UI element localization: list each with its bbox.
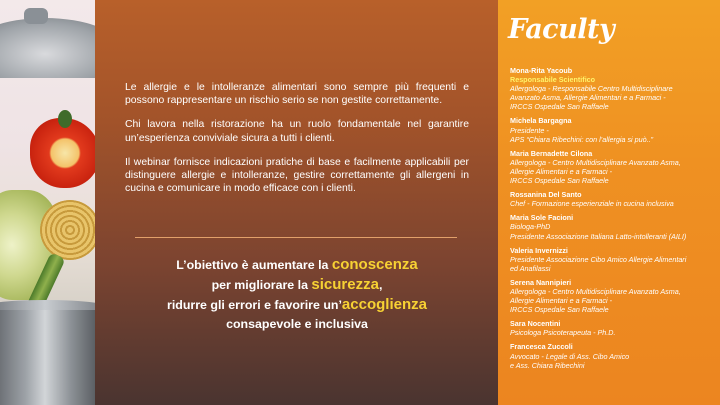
lid-knob-image (24, 8, 48, 24)
goal-text: L’obiettivo è aumentare la (176, 258, 332, 272)
faculty-description: Allergie Alimentari e a Farmaci - (510, 296, 612, 306)
faculty-panel (498, 0, 720, 405)
faculty-description: IRCCS Ospedale San Raffaele (510, 102, 609, 112)
faculty-description: Avanzato Asma, Allergie Alimentari e a Farmaci - (510, 93, 666, 103)
faculty-description: Presidente - (510, 125, 549, 135)
goal-text: ridurre gli errori e favorire un’ (167, 298, 342, 312)
faculty-member (510, 342, 720, 369)
faculty-name: Maria Sole Facioni (510, 213, 574, 223)
pot-lid-image (0, 18, 95, 78)
faculty-member (510, 190, 720, 208)
intro-text (125, 81, 469, 206)
faculty-list (510, 66, 720, 375)
faculty-description: Allergologa - Centro Multidisciplinare Avanzato Asma, (510, 286, 681, 296)
steel-pot-image (0, 310, 95, 405)
faculty-description: Allergie Alimentari e a Farmaci - (510, 166, 612, 176)
goal-text: consapevole e inclusiva (226, 317, 368, 331)
red-pepper-image (30, 118, 95, 188)
faculty-name: Valeria Invernizzi (510, 245, 568, 255)
faculty-member (510, 246, 720, 273)
goal-text: , (378, 278, 383, 292)
intro-paragraph-1: Le allergie e le intolleranze alimentari sono sempre più frequenti e possono rappresentare un rischio serio se non gestite correttamente. (125, 82, 469, 107)
faculty-description: IRCCS Ospedale San Raffaele (510, 176, 609, 186)
faculty-member (510, 66, 720, 111)
divider (135, 237, 457, 238)
highlight-conoscenza: conoscenza (331, 256, 418, 273)
faculty-description: Allergologa - Responsabile Centro Multidisciplinare (510, 84, 673, 94)
highlight-sicurezza: sicurezza (311, 276, 379, 293)
intro-paragraph-2: Chi lavora nella ristorazione ha un ruolo fondamentale nel garantire un’esperienza conviviale sicura a tutti i clienti. (125, 119, 469, 144)
food-photo-strip (0, 0, 95, 405)
intro-paragraph-3: Il webinar fornisce indicazioni pratiche di base e facilmente applicabili per distinguere allergie e intolleranze, gestire correttamente gli allergeni in cucina e comunicare in modo efficace con i clienti. (125, 156, 469, 195)
faculty-member (510, 278, 720, 314)
faculty-name: Mona-Rita Yacoub (510, 66, 573, 75)
pepper-stem-image (58, 110, 72, 128)
highlight-accoglienza: accoglienza (341, 296, 427, 313)
faculty-member (510, 149, 720, 185)
faculty-member (510, 116, 720, 143)
faculty-name: Serena Nannipieri (510, 277, 572, 287)
faculty-name: Michela Bargagna (510, 116, 572, 126)
faculty-description: APS “Chiara Ribechini: con l’allergia si può..” (510, 134, 654, 144)
faculty-role: Responsabile Scientifico (510, 75, 596, 85)
faculty-description: e Ass. Chiara Ribechini (510, 360, 585, 370)
pasta-nest-image (40, 200, 95, 260)
faculty-title: Faculty (508, 14, 615, 45)
faculty-description: Biologa-PhD (510, 222, 551, 232)
faculty-member (510, 319, 720, 337)
faculty-description: ed Anafilassi (510, 263, 551, 273)
faculty-name: Francesca Zuccoli (510, 342, 573, 352)
faculty-description: Avvocato - Legale di Ass. Cibo Amico (510, 351, 630, 361)
faculty-description: Presidente Associazione Italiana Latto-intolleranti (AILI) (510, 231, 687, 241)
goal-text: per migliorare la (211, 278, 312, 292)
intro-panel (95, 0, 498, 405)
faculty-member (510, 213, 720, 240)
faculty-name: Maria Bernadette Cilona (510, 148, 593, 158)
faculty-name: Rossanina Del Santo (510, 190, 582, 200)
faculty-description: Allergologa - Centro Multidisciplinare Avanzato Asma, (510, 157, 681, 167)
faculty-description: Chef - Formazione esperienziale in cucina inclusiva (510, 199, 674, 209)
faculty-description: Presidente Associazione Cibo Amico Allergie Alimentari (510, 254, 687, 264)
faculty-description: IRCCS Ospedale San Raffaele (510, 305, 609, 315)
goal-statement (115, 255, 479, 334)
faculty-name: Sara Nocentini (510, 319, 561, 329)
faculty-description: Psicologa Psicoterapeuta - Ph.D. (510, 328, 616, 338)
